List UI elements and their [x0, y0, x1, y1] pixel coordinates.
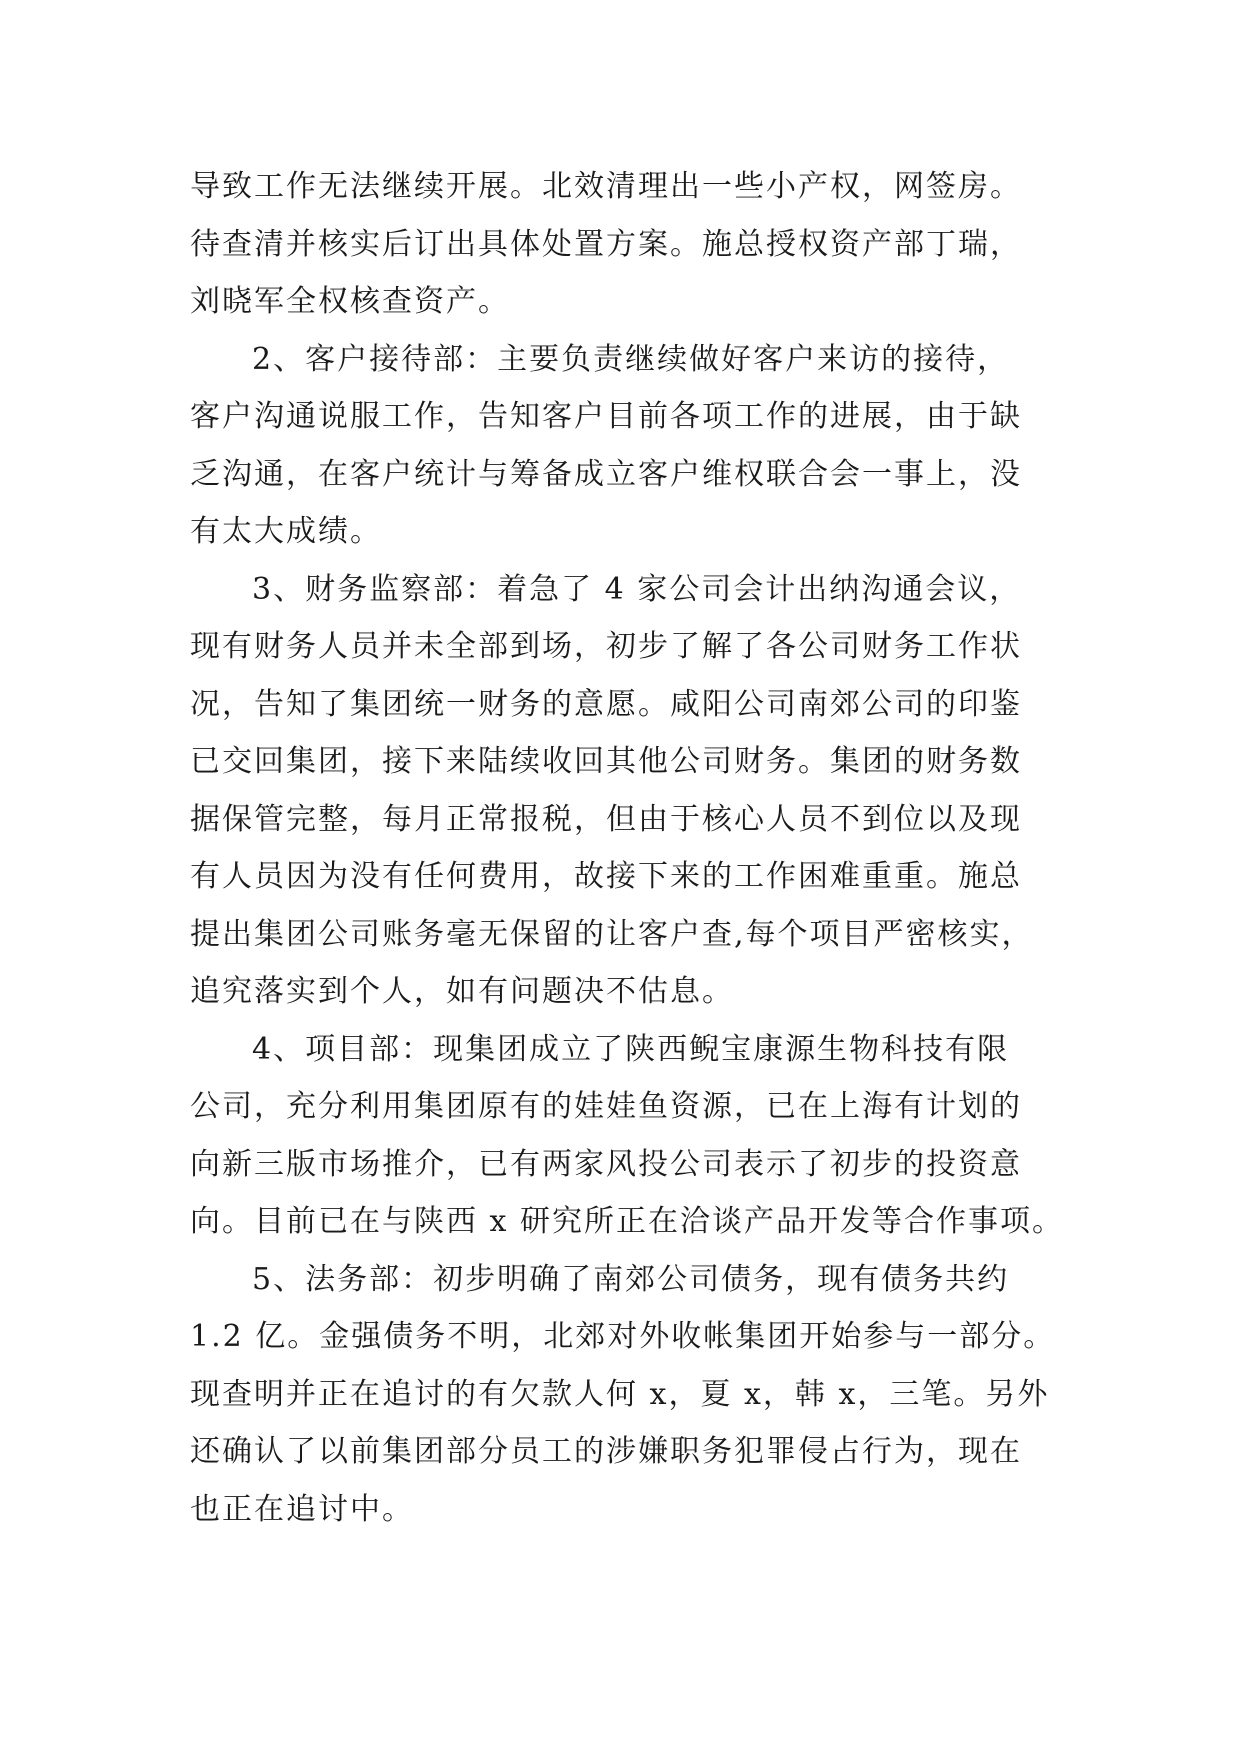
text-line: 2、客户接待部：主要负责继续做好客户来访的接待， [252, 341, 1010, 377]
text-line: 现查明并正在追讨的有欠款人何 x，夏 x，韩 x，三笔。另外 [190, 1376, 1050, 1412]
text-line: 向新三版市场推介，已有两家风投公司表示了初步的投资意 [190, 1146, 1022, 1182]
text-line: 1.2 亿。金强债务不明，北郊对外收帐集团开始参与一部分。 [190, 1319, 1056, 1354]
text-line: 客户沟通说服工作，告知客户目前各项工作的进展，由于缺 [190, 399, 1022, 434]
text-line: 有太大成绩。 [190, 514, 382, 549]
paragraph-continuation [190, 158, 1058, 331]
text-line: 据保管完整，每月正常报税，但由于核心人员不到位以及现 [190, 801, 1022, 837]
text-line: 况，告知了集团统一财务的意愿。咸阳公司南郊公司的印鉴 [190, 686, 1022, 722]
text-line: 乏沟通，在客户统计与筹备成立客户维权联合会一事上，没 [190, 456, 1022, 492]
text-line: 也正在追讨中。 [190, 1491, 414, 1527]
text-line: 5、法务部：初步明确了南郊公司债务，现有债务共约 [252, 1261, 1010, 1297]
text-line: 还确认了以前集团部分员工的涉嫌职务犯罪侵占行为，现在 [190, 1434, 1022, 1469]
text-line: 导致工作无法继续开展。北效清理出一些小产权，网签房。 [190, 169, 1022, 204]
text-line: 现有财务人员并未全部到场，初步了解了各公司财务工作状 [190, 629, 1022, 664]
text-line: 向。目前已在与陕西 x 研究所正在洽谈产品开发等合作事项。 [190, 1204, 1064, 1239]
text-line: 3、财务监察部：着急了 4 家公司会计出纳沟通会议， [252, 571, 1022, 607]
text-line: 刘晓军全权核查资产。 [190, 284, 510, 319]
document-body [190, 158, 1064, 1538]
text-line: 公司，充分利用集团原有的娃娃鱼资源，已在上海有计划的 [190, 1089, 1022, 1124]
text-line: 有人员因为没有任何费用，故接下来的工作困难重重。施总 [190, 859, 1022, 894]
text-line: 待查清并核实后订出具体处置方案。施总授权资产部丁瑞， [190, 226, 1022, 262]
paragraph-customer-reception [190, 331, 1058, 561]
paragraph-project-department [190, 1021, 1064, 1251]
text-line: 已交回集团，接下来陆续收回其他公司财务。集团的财务数 [190, 744, 1022, 779]
paragraph-finance-supervision [190, 561, 1058, 1021]
text-line: 4、项目部：现集团成立了陕西鲵宝康源生物科技有限 [252, 1031, 1010, 1067]
paragraph-legal-department [190, 1251, 1058, 1539]
text-line: 提出集团公司账务毫无保留的让客户查,每个项目严密核实， [190, 916, 1034, 952]
text-line: 追究落实到个人，如有问题决不估息。 [190, 974, 734, 1009]
